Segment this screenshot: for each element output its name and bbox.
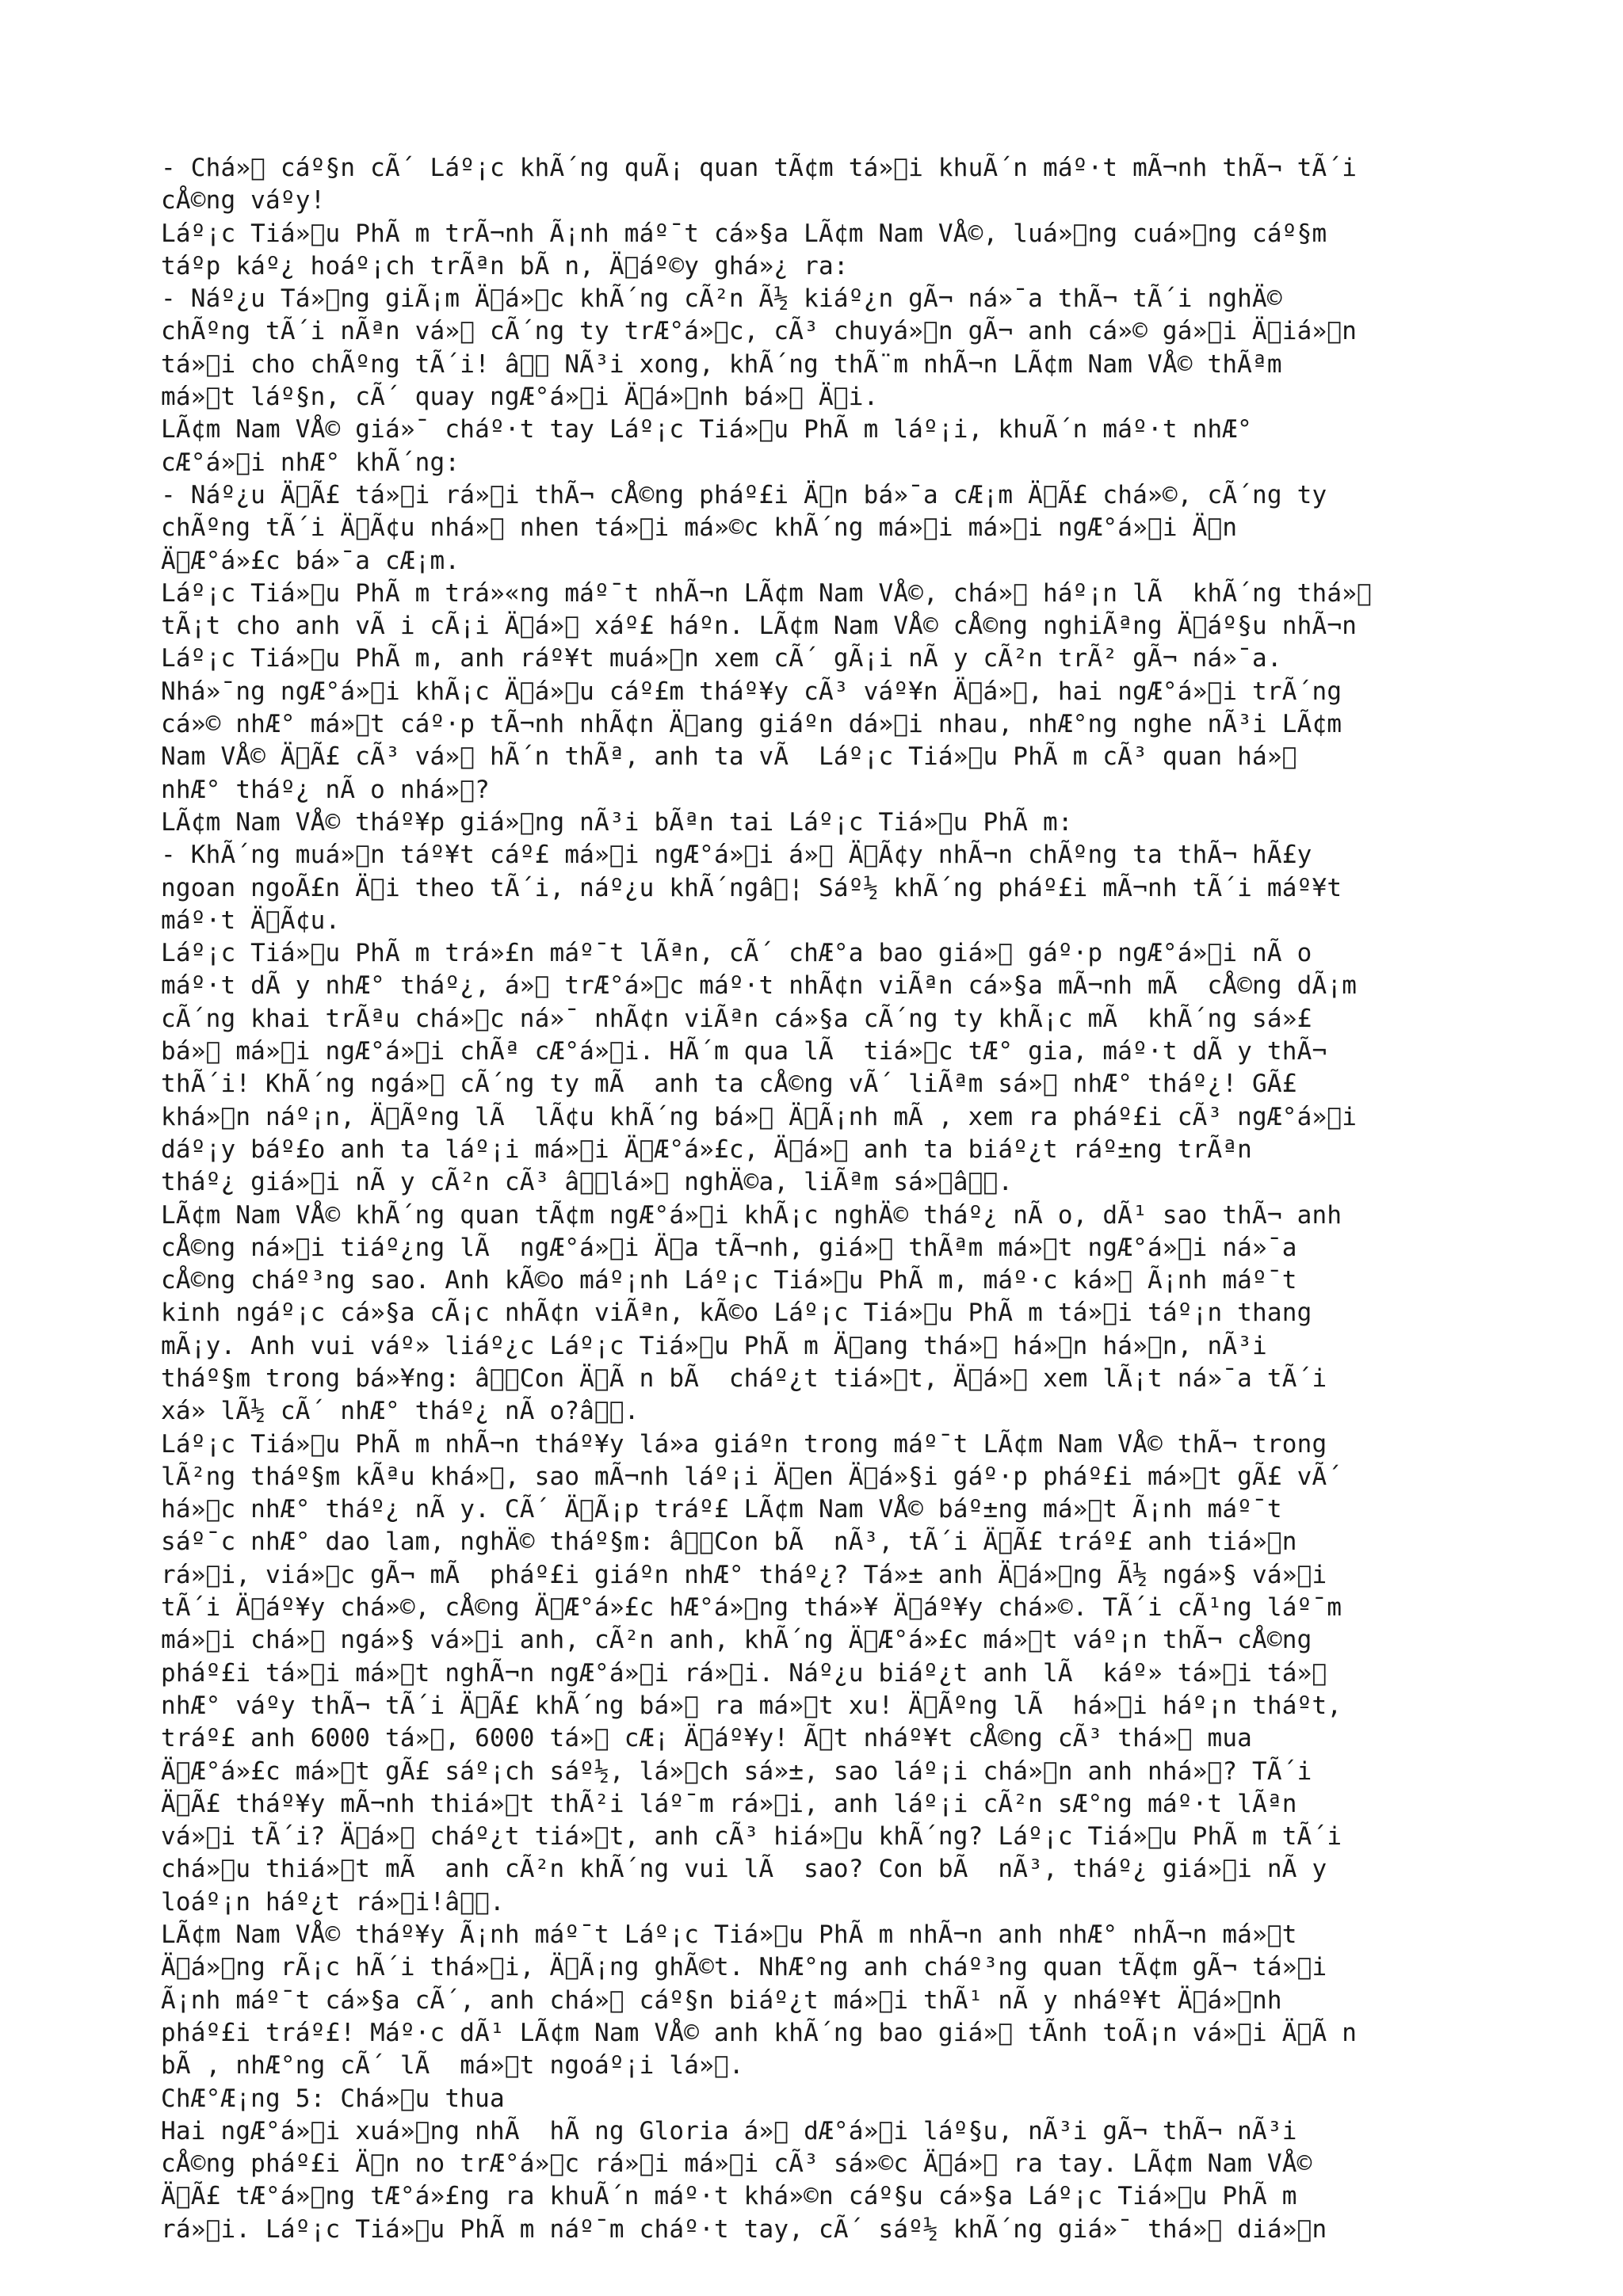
text-line: ChÆ°Æ¡ng 5: Chá» u thua xyxy=(161,2084,505,2113)
text-line: Nhá»¯ng ngÆ°á» i khÃ¡c Ä á» u cáº£m tháº¥y cÃ³ váº¥n Ä á» , hai ngÆ°á» i trÃ´ng xyxy=(161,677,1342,706)
text-line: chá» u thiá» t mÃ anh cÃ²n khÃ´ng vui lÃ sao? Con bÃ nÃ³, tháº¿ giá» i nÃ y xyxy=(161,1855,1327,1884)
text-line: Ä Æ°á»£c má» t gÃ£ sáº¡ch sáº½, lá» ch sá»±, sao láº¡i chá» n anh nhá» ? TÃ´i xyxy=(161,1756,1312,1786)
text-line: Hai ngÆ°á» i xuá» ng nhÃ hÃ ng Gloria á»  dÆ°á» i láº§u, nÃ³i gÃ¬ thÃ¬ nÃ³i xyxy=(161,2116,1297,2145)
text-line: tá» i cho chÃºng tÃ´i! â   NÃ³i xong, khÃ´ng thÃ¨m nhÃ¬n LÃ¢m Nam VÅ© thÃªm xyxy=(161,349,1282,379)
text-line: - Chá»  cáº§n cÃ´ Láº¡c khÃ´ng quÃ¡ quan tÃ¢m tá» i khuÃ´n máº·t mÃ¬nh thÃ¬ tÃ´i xyxy=(161,154,1358,182)
text-line: Ä Æ°á»£c bá»¯a cÆ¡m. xyxy=(161,546,460,575)
text-line: tÃ´i Ä áº¥y chá»©, cÅ©ng Ä Æ°á»£c hÆ°á» ng thá»¥ Ä áº¥y chá»©. TÃ´i cÃ¹ng láº¯m xyxy=(161,1593,1342,1623)
text-line: cÆ°á» i nhÆ° khÃ´ng: xyxy=(161,448,460,477)
text-line: pháº£i tá» i má» t nghÃ¬n ngÆ°á» i rá» i. Náº¿u biáº¿t anh lÃ káº» tá» i tá»  xyxy=(161,1658,1327,1688)
text-line: mÃ¡y. Anh vui váº» liáº¿c Láº¡c Tiá» u PhÃ m Ä ang thá»  há» n há» n, nÃ³i xyxy=(161,1331,1267,1360)
text-line: kinh ngáº¡c cá»§a cÃ¡c nhÃ¢n viÃªn, kÃ©o Láº¡c Tiá» u PhÃ m tá» i táº¡n thang xyxy=(161,1299,1312,1328)
text-line: máº·t dÃ y nhÆ° tháº¿, á»  trÆ°á» c máº·t nhÃ¢n viÃªn cá»§a mÃ¬nh mÃ cÅ©ng dÃ¡m xyxy=(161,971,1358,1001)
text-line: LÃ¢m Nam VÅ© giá»¯ cháº·t tay Láº¡c Tiá» u PhÃ m láº¡i, khuÃ´n máº·t nhÆ° xyxy=(161,415,1253,444)
text-line: vá» i tÃ´i? Ä á»  cháº¿t tiá» t, anh cÃ³ hiá» u khÃ´ng? Láº¡c Tiá» u PhÃ m tÃ´i xyxy=(161,1822,1342,1852)
text-line: loáº¡n háº¿t rá» i!â  . xyxy=(161,1887,505,1917)
text-line: tÃ¡t cho anh vÃ i cÃ¡i Ä á»  xáº£ háºn. LÃ¢m Nam VÅ© cÅ©ng nghiÃªng Ä áº§u nhÃ¬n xyxy=(161,612,1358,641)
text-line: pháº£i tráº£! Máº·c dÃ¹ LÃ¢m Nam VÅ© anh khÃ´ng bao giá»  tÃnh toÃ¡n vá» i Ä Ã n xyxy=(161,2018,1358,2047)
text-line: táºp káº¿ hoáº¡ch trÃªn bÃ n, Ä áº©y ghá»¿ ra: xyxy=(161,251,849,280)
text-line: rá» i, viá» c gÃ¬ mÃ pháº£i giáºn nhÆ° tháº¿? Tá»± anh Ä á» ng Ã½ ngá»§ vá» i xyxy=(161,1560,1327,1589)
text-line: Láº¡c Tiá» u PhÃ m trá»£n máº¯t lÃªn, cÃ´ chÆ°a bao giá»  gáº·p ngÆ°á» i nÃ o xyxy=(161,939,1312,968)
document-text xyxy=(161,152,1476,2246)
text-line: xá» lÃ½ cÃ´ nhÆ° tháº¿ nÃ o?â  . xyxy=(161,1397,640,1426)
text-line: LÃ¢m Nam VÅ© tháº¥p giá» ng nÃ³i bÃªn tai Láº¡c Tiá» u PhÃ m: xyxy=(161,807,1073,837)
text-line: thÃ´i! KhÃ´ng ngá»  cÃ´ng ty mÃ anh ta cÅ©ng vÃ´ liÃªm sá»  nhÆ° tháº¿! GÃ£ xyxy=(161,1070,1297,1099)
text-line: Láº¡c Tiá» u PhÃ m trá»«ng máº¯t nhÃ¬n LÃ¢m Nam VÅ©, chá»  háº¡n lÃ khÃ´ng thá»  xyxy=(161,578,1372,608)
text-line: - Náº¿u Tá» ng giÃ¡m Ä á» c khÃ´ng cÃ²n Ã½ kiáº¿n gÃ¬ ná»¯a thÃ¬ tÃ´i nghÄ© xyxy=(161,284,1282,314)
text-line: Ã¡nh máº¯t cá»§a cÃ´, anh chá»  cáº§n biáº¿t má» i thÃ¹ nÃ y nháº¥t Ä á» nh xyxy=(161,1985,1282,2015)
text-line: cÅ©ng cháº³ng sao. Anh kÃ©o máº¡nh Láº¡c Tiá» u PhÃ m, máº·c ká»  Ã¡nh máº¯t xyxy=(161,1266,1297,1295)
text-line: khá» n náº¡n, Ä Ãºng lÃ lÃ¢u khÃ´ng bá»  Ä Ã¡nh mÃ , xem ra pháº£i cÃ³ ngÆ°á» i xyxy=(161,1102,1358,1131)
text-line: sáº¯c nhÆ° dao lam, nghÄ© tháº§m: â  Con bÃ nÃ³, tÃ´i Ä Ã£ tráº£ anh tiá» n xyxy=(161,1527,1297,1557)
text-line: LÃ¢m Nam VÅ© khÃ´ng quan tÃ¢m ngÆ°á» i khÃ¡c nghÄ© tháº¿ nÃ o, dÃ¹ sao thÃ¬ anh xyxy=(161,1200,1342,1230)
text-line: nhÆ° tháº¿ nÃ o nhá» ? xyxy=(161,775,490,804)
text-line: cÅ©ng váºy! xyxy=(161,186,326,215)
text-line: cá»© nhÆ° má» t cáº·p tÃ¬nh nhÃ¢n Ä ang giáºn dá» i nhau, nhÆ°ng nghe nÃ³i LÃ¢m xyxy=(161,710,1342,739)
text-line: tháº§m trong bá»¥ng: â  Con Ä Ã n bÃ cháº¿t tiá» t, Ä á»  xem lÃ¡t ná»¯a tÃ´i xyxy=(161,1363,1327,1393)
text-line: Ä á» ng rÃ¡c hÃ´i thá» i, Ä Ã¡ng ghÃ©t. NhÆ°ng anh cháº³ng quan tÃ¢m gÃ¬ tá» i xyxy=(161,1953,1327,1982)
text-line: chÃºng tÃ´i nÃªn vá»  cÃ´ng ty trÆ°á» c, cÃ³ chuyá» n gÃ¬ anh cá»© gá» i Ä iá» n xyxy=(161,317,1358,346)
text-line: bÃ , nhÆ°ng cÃ´ lÃ má» t ngoáº¡i lá» . xyxy=(161,2051,744,2081)
text-line: máº·t Ä Ã¢u. xyxy=(161,906,341,935)
text-line: Ä Ã£ tÆ°á» ng tÆ°á»£ng ra khuÃ´n máº·t khá»©n cáº§u cá»§a Láº¡c Tiá» u PhÃ m xyxy=(161,2182,1297,2211)
text-line: Láº¡c Tiá» u PhÃ m, anh ráº¥t muá» n xem cÃ´ gÃ¡i nÃ y cÃ²n trÃ² gÃ¬ ná»¯a. xyxy=(161,644,1282,673)
text-line: - Náº¿u Ä Ã£ tá» i rá» i thÃ¬ cÅ©ng pháº£i Ä n bá»¯a cÆ¡m Ä Ã£ chá»©, cÃ´ng ty xyxy=(161,480,1327,509)
text-line: cÅ©ng ná» i tiáº¿ng lÃ ngÆ°á» i Ä a tÃ¬nh, giá»  thÃªm má» t ngÆ°á» i ná»¯a xyxy=(161,1233,1297,1262)
text-line: dáº¡y báº£o anh ta láº¡i má» i Ä Æ°á»£c, Ä á»  anh ta biáº¿t ráº±ng trÃªn xyxy=(161,1135,1253,1164)
text-line: chÃºng tÃ´i Ä Ã¢u nhá»  nhen tá» i má»©c khÃ´ng má» i má» i ngÆ°á» i Ä n xyxy=(161,513,1238,543)
text-line: nhÆ° váºy thÃ¬ tÃ´i Ä Ã£ khÃ´ng bá»  ra má» t xu! Ä Ãºng lÃ há» i háº¡n tháºt, xyxy=(161,1691,1342,1720)
text-line: cÅ©ng pháº£i Ä n no trÆ°á» c rá» i má» i cÃ³ sá»©c Ä á»  ra tay. LÃ¢m Nam VÅ© xyxy=(161,2149,1312,2179)
text-line: rá» i. Láº¡c Tiá» u PhÃ m náº¯m cháº·t tay, cÃ´ sáº½ khÃ´ng giá»¯ thá»  diá» n xyxy=(161,2214,1327,2244)
text-line: Láº¡c Tiá» u PhÃ m nhÃ¬n tháº¥y lá»a giáºn trong máº¯t LÃ¢m Nam VÅ© thÃ¬ trong xyxy=(161,1429,1327,1459)
text-line: má» t láº§n, cÃ´ quay ngÆ°á» i Ä á» nh bá»  Ä i. xyxy=(161,383,879,412)
text-line: LÃ¢m Nam VÅ© tháº¥y Ã¡nh máº¯t Láº¡c Tiá» u PhÃ m nhÃ¬n anh nhÆ° nhÃ¬n má» t xyxy=(161,1920,1297,1950)
text-line: há» c nhÆ° tháº¿ nÃ y. CÃ´ Ä Ã¡p tráº£ LÃ¢m Nam VÅ© báº±ng má» t Ã¡nh máº¯t xyxy=(161,1495,1282,1524)
text-line: Nam VÅ© Ä Ã£ cÃ³ vá»  hÃ´n thÃª, anh ta vÃ Láº¡c Tiá» u PhÃ m cÃ³ quan há»  xyxy=(161,742,1297,772)
text-line: má» i chá»  ngá»§ vá» i anh, cÃ²n anh, khÃ´ng Ä Æ°á»£c má» t váº¡n thÃ¬ cÅ©ng xyxy=(161,1626,1312,1655)
text-line: lÃ²ng tháº§m kÃªu khá» , sao mÃ¬nh láº¡i Ä en Ä á»§i gáº·p pháº£i má» t gÃ£ vÃ´ xyxy=(161,1462,1342,1491)
text-line: cÃ´ng khai trÃªu chá» c ná»¯ nhÃ¢n viÃªn cá»§a cÃ´ng ty khÃ¡c mÃ khÃ´ng sá»£ xyxy=(161,1004,1312,1033)
text-line: Ä Ã£ tháº¥y mÃ¬nh thiá» t thÃ²i láº¯m rá» i, anh láº¡i cÃ²n sÆ°ng máº·t lÃªn xyxy=(161,1789,1297,1818)
text-line: tháº¿ giá» i nÃ y cÃ²n cÃ³ â  lá»  nghÄ©a, liÃªm sá» â  . xyxy=(161,1168,1014,1197)
text-line: - KhÃ´ng muá» n táº¥t cáº£ má» i ngÆ°á» i á»  Ä Ã¢y nhÃ¬n chÃºng ta thÃ¬ hÃ£y xyxy=(161,841,1312,870)
text-line: bá»  má» i ngÆ°á» i chÃª cÆ°á» i. HÃ´m qua lÃ tiá» c tÆ° gia, máº·t dÃ y thÃ¬ xyxy=(161,1037,1327,1066)
text-line: tráº£ anh 6000 tá» , 6000 tá»  cÆ¡ Ä áº¥y! Ã t nháº¥t cÅ©ng cÃ³ thá»  mua xyxy=(161,1724,1253,1753)
text-line: ngoan ngoÃ£n Ä i theo tÃ´i, náº¿u khÃ´ngâ ¦ Sáº½ khÃ´ng pháº£i mÃ¬nh tÃ´i máº¥t xyxy=(161,873,1342,902)
text-line: Láº¡c Tiá» u PhÃ m trÃ¬nh Ã¡nh máº¯t cá»§a LÃ¢m Nam VÅ©, luá» ng cuá» ng cáº§m xyxy=(161,219,1327,248)
